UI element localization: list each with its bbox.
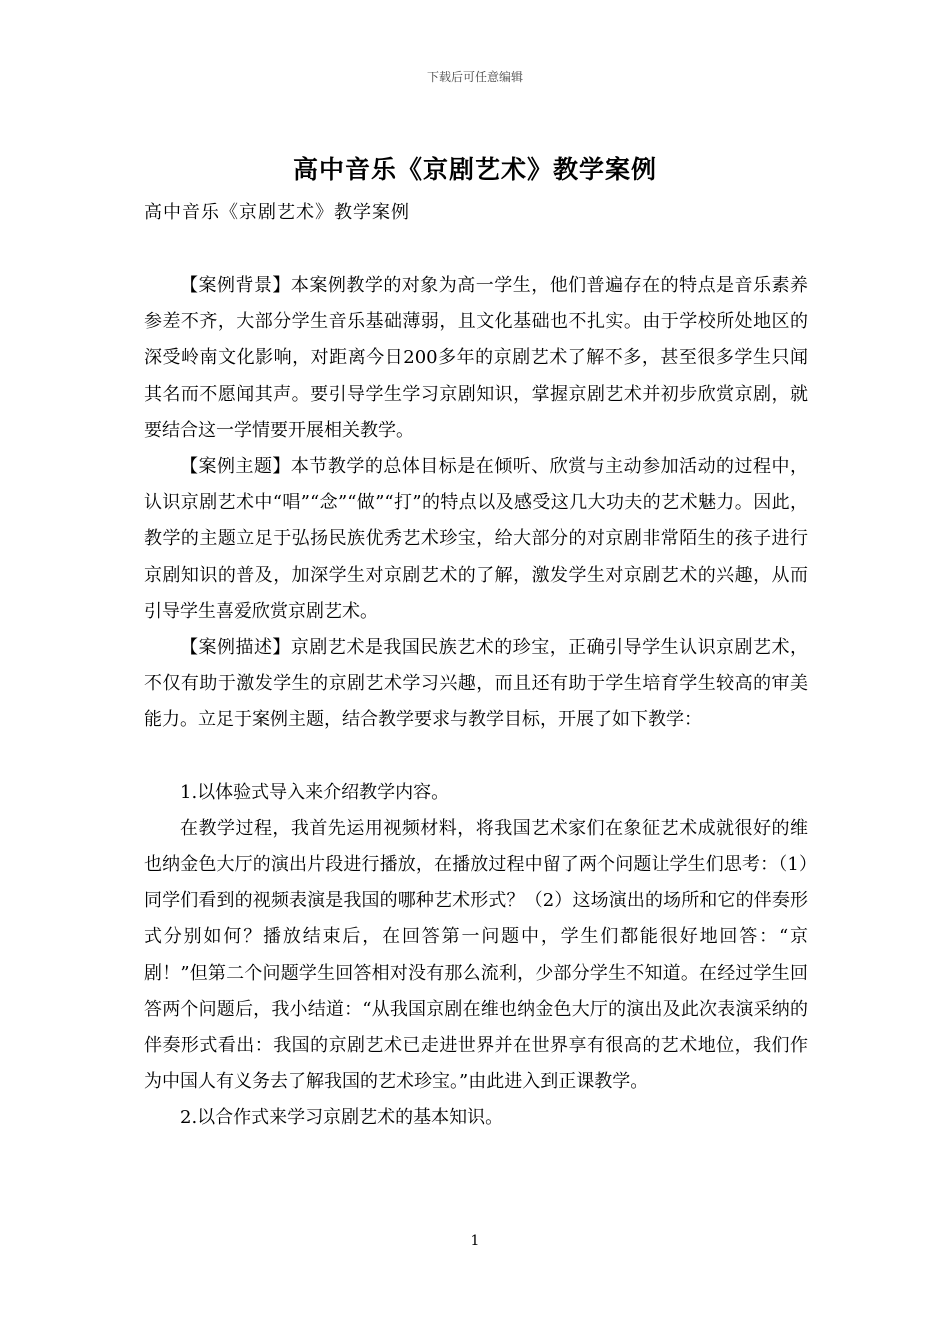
document-subtitle: 高中音乐《京剧艺术》教学案例 bbox=[144, 202, 410, 223]
document-title: 高中音乐《京剧艺术》教学案例 bbox=[292, 155, 657, 184]
paragraph-background: 【案例背景】本案例教学的对象为高一学生，他们普遍存在的特点是音乐素养参差不齐，大部分学生音乐基础薄弱，且文化基础也不扎实。由于学校所处地区的深受岭南文化影响，对距离今日200多年的京剧艺术了解不多，甚至很多学生只闻其名而不愿闻其声。要引导学生学习京剧知识，掌握京剧艺术并初步欣赏京剧，就要结合这一学情要开展相关教学。 bbox=[144, 275, 808, 441]
paragraph-theme: 【案例主题】本节教学的总体目标是在倾听、欣赏与主动参加活动的过程中，认识京剧艺术中“唱”“念”“做”“打”的特点以及感受这几大功夫的艺术魅力。因此，教学的主题立足于弘扬民族优秀艺术珍宝，给大部分的对京剧非常陌生的孩子进行京剧知识的普及，加深学生对京剧艺术的了解，激发学生对京剧艺术的兴趣，从而引导学生喜爱欣赏京剧艺术。 bbox=[144, 456, 808, 622]
page-number: 1 bbox=[470, 1233, 480, 1249]
paragraph-description: 【案例描述】京剧艺术是我国民族艺术的珍宝，正确引导学生认识京剧艺术，不仅有助于激发学生的京剧艺术学习兴趣，而且还有助于学生培育学生较高的审美能力。立足于案例主题，结合教学要求与教学目标，开展了如下教学： bbox=[144, 637, 808, 731]
step1-body: 在教学过程，我首先运用视频材料，将我国艺术家们在象征艺术成就很好的维也纳金色大厅的演出片段进行播放，在播放过程中留了两个问题让学生们思考：（1）同学们看到的视频表演是我国的哪种艺术形式？（2）这场演出的场所和它的伴奏形式分别如何？播放结束后，在回答第一问题中，学生们都能很好地回答：“京剧！”但第二个问题学生回答相对没有那么流利，少部分学生不知道。在经过学生回答两个问题后，我小结道：“从我国京剧在维也纳金色大厅的演出及此次表演采纳的伴奏形式看出：我国的京剧艺术已走进世界并在世界享有很高的艺术地位，我们作为中国人有义务去了解我国的艺术珍宝。”由此进入到正课教学。 bbox=[144, 817, 808, 1093]
document-body bbox=[144, 268, 808, 1137]
step1-heading: 1.以体验式导入来介绍教学内容。 bbox=[180, 781, 450, 803]
header-note: 下载后可任意编辑 bbox=[426, 70, 523, 84]
step2-heading: 2.以合作式来学习京剧艺术的基本知识。 bbox=[180, 1107, 504, 1129]
paragraph-gap bbox=[144, 739, 808, 775]
